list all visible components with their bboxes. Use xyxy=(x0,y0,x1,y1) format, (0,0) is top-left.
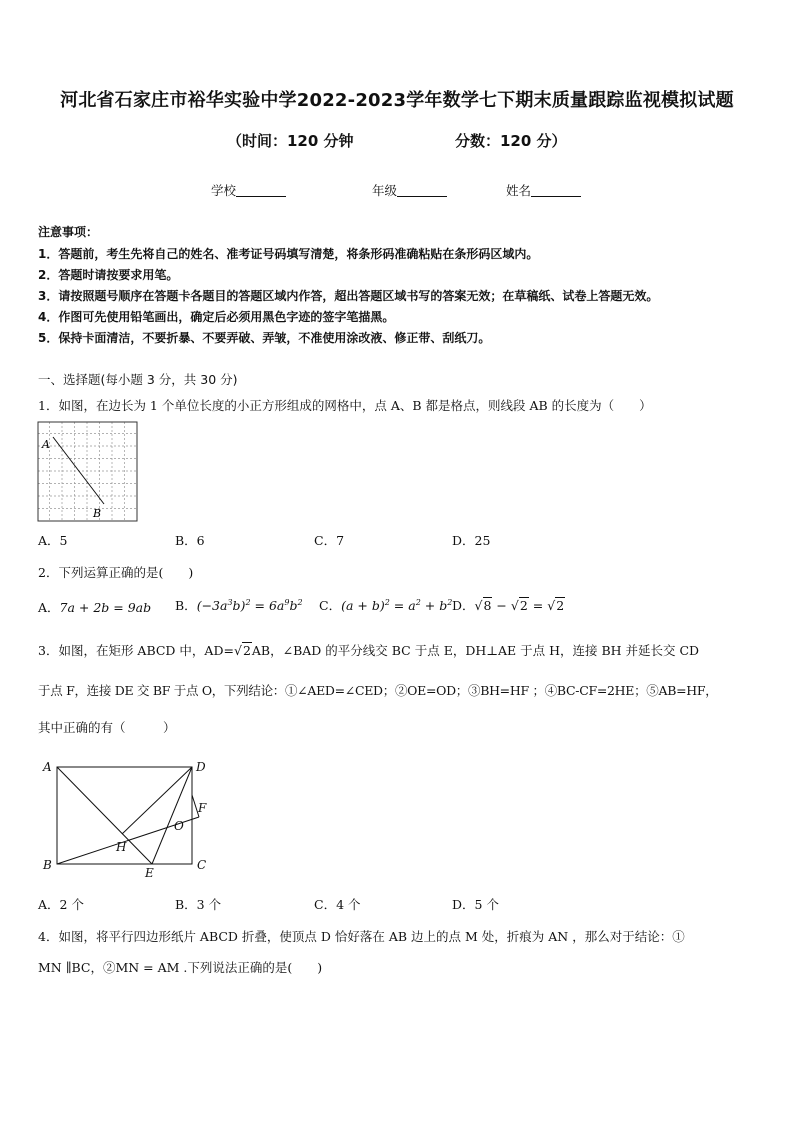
q1-grid-figure xyxy=(37,421,139,523)
note-item: 5．保持卡面清洁，不要折暴、不要弄破、弄皱，不准使用涂改液、修正带、刮纸刀。 xyxy=(38,331,491,345)
label-e: E xyxy=(145,866,154,880)
section-heading: 一、选择题(每小题 3 分，共 30 分) xyxy=(38,372,238,387)
question-2-stem: 2．下列运算正确的是( ) xyxy=(38,565,194,580)
q1-option-a: A．5 xyxy=(38,533,68,548)
q3-option-d: D．5 个 xyxy=(452,897,499,912)
q2-option-b xyxy=(175,596,303,614)
label-b: B xyxy=(43,858,52,872)
question-3-stem-line3: 其中正确的有（ ） xyxy=(38,720,176,735)
q1-option-c: C．7 xyxy=(314,533,345,548)
label-h: H xyxy=(116,840,127,854)
note-item: 2．答题时请按要求用笔。 xyxy=(38,268,179,282)
grade-field xyxy=(372,181,447,199)
q2-option-b-expr: $(-3a^3b)^2 = 6a^9b^2$ xyxy=(196,597,303,613)
question-3-stem-line2: 于点 F，连接 DE 交 BF 于点 O，下列结论：①∠AED=∠CED；②OE=OD；③BH=HF ；④BC-CF=2HE；⑤AB=HF， xyxy=(38,683,718,698)
school-blank xyxy=(236,184,286,197)
grade-blank xyxy=(397,184,447,197)
q1-option-b: B．6 xyxy=(175,533,205,548)
school-field xyxy=(211,181,286,199)
note-item: 3．请按照题号顺序在答题卡各题目的答题区域内作答，超出答题区域书写的答案无效；在草稿纸、试卷上答题无效。 xyxy=(38,289,659,303)
school-label: 学校 xyxy=(211,183,237,198)
q3-option-c: C．4 个 xyxy=(314,897,361,912)
q3-stem-part1: 3．如图，在矩形 ABCD 中，AD= xyxy=(38,643,234,658)
exam-time: （时间：120 分钟 xyxy=(227,132,354,150)
q2-option-c-label: C． xyxy=(319,598,342,613)
question-4-stem-line2: MN ∥BC，②MN = AM .下列说法正确的是( ) xyxy=(38,960,323,975)
label-d: D xyxy=(196,760,206,774)
label-f: F xyxy=(198,801,207,815)
q2-option-d xyxy=(452,596,565,614)
segment-ae xyxy=(57,767,152,864)
question-1-stem: 1．如图，在边长为 1 个单位长度的小正方形组成的网格中，点 A、B 都是格点，则线段 AB 的长度为（ ） xyxy=(38,398,652,413)
point-b-label: B xyxy=(93,507,102,520)
q2-option-a-expr: 7a + 2b = 9ab xyxy=(59,600,152,615)
page-title: 河北省石家庄市裕华实验中学2022-2023学年数学七下期末质量跟踪监视模拟试题 xyxy=(60,90,734,111)
q3-option-a: A．2 个 xyxy=(38,897,84,912)
question-3-stem-line1 xyxy=(38,641,699,659)
label-c: C xyxy=(197,858,207,872)
q3-rectangle-figure xyxy=(37,755,217,881)
note-item: 4．作图可先使用铅笔画出，确定后必须用黑色字迹的签字笔描黑。 xyxy=(38,310,395,324)
notes-heading: 注意事项： xyxy=(38,225,99,239)
q2-option-b-label: B． xyxy=(175,598,197,613)
grid-border xyxy=(38,422,137,521)
q3-option-b: B．3 个 xyxy=(175,897,222,912)
q2-option-a-label: A． xyxy=(38,600,60,615)
segment-ab xyxy=(53,437,104,504)
label-a: A xyxy=(43,760,52,774)
name-label: 姓名 xyxy=(506,183,532,198)
grid-lines xyxy=(38,422,137,521)
q1-option-d: D．25 xyxy=(452,533,491,548)
q2-option-a xyxy=(38,598,151,616)
q2-option-d-label: D． xyxy=(452,598,475,613)
label-o: O xyxy=(174,819,184,833)
grade-label: 年级 xyxy=(372,183,398,198)
segment-de xyxy=(152,767,192,864)
q3-stem-part2: AB，∠BAD 的平分线交 BC 于点 E，DH⊥AE 于点 H，连接 BH 并延长交 CD xyxy=(251,643,700,658)
q2-option-c-expr: $(a + b)^2 = a^2 + b^2$ xyxy=(341,597,453,613)
point-a-label: A xyxy=(42,438,50,451)
question-4-stem-line1: 4．如图，将平行四边形纸片 ABCD 折叠，使顶点 D 恰好落在 AB 边上的点 M 处，折痕为 AN ，那么对于结论：① xyxy=(38,929,685,944)
q2-option-d-expr: √8 − √2 = √2 xyxy=(474,598,565,613)
name-blank xyxy=(531,184,581,197)
name-field xyxy=(506,181,581,199)
q2-option-c xyxy=(319,596,452,614)
note-item: 1．答题前，考生先将自己的姓名、准考证号码填写清楚，将条形码准确粘贴在条形码区域内。 xyxy=(38,247,539,261)
exam-score: 分数：120 分） xyxy=(455,132,567,150)
sqrt2-expr: √2 xyxy=(233,643,251,658)
